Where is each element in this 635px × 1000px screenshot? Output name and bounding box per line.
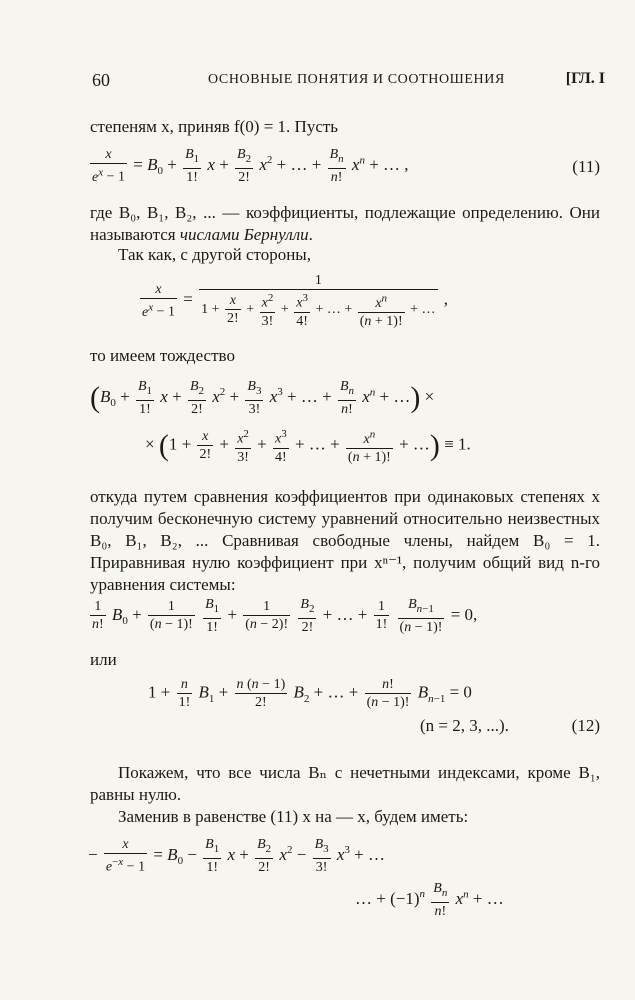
paragraph-4: то имеем тождество (90, 346, 235, 365)
paragraph-8: Заменив в равенстве (11) x на — x, будем иметь: (118, 807, 469, 826)
paragraph-5: откуда путем сравнения коэффициентов при одинаковых степенях x получим бесконечную систему уравнений относительно неизвестных B₀, B₁, B₂, ... Сравнивая свободные члены, найдем B₀ = 1. Приравнивая нулю коэффициент при xⁿ⁻¹, получим общий вид n-го уравнения системы: (90, 487, 600, 594)
equation-12-range: (n = 2, 3, ...). (420, 716, 509, 735)
paragraph-3: Так как, с другой стороны, (118, 245, 311, 264)
equation-number-12: (12) (571, 716, 600, 735)
substituted-equation-line-1: − $\frac{x}{e^{-x} - 1}$ = $B_0$ − $\frac{B_1}{1!}$ x + $\frac{B_2}{2!}$ $x^2$ − $\frac{B_3}{3!}$ $x^3$ + … (88, 837, 386, 875)
running-title: ОСНОВНЫЕ ПОНЯТИЯ И СООТНОШЕНИЯ (208, 72, 505, 87)
equation-reciprocal-series: $\frac{x}{e^x - 1}$ = 1 1 + $\frac{x}{2!}$ + $\frac{x^2}{3!}$ + $\frac{x^3}{4!}$ + … + $\frac{x^n}{(n + 1)!}$ + … , (142, 273, 449, 329)
paragraph-6: или (90, 650, 117, 669)
equation-11: $\frac{x}{e^x - 1}$ = $B_0$ + $\frac{B_1}{1!}$ x + $\frac{B_2}{2!}$ $x^2$ + … + $\frac{B_n}{n!}$ $x^n$ + … , (92, 147, 409, 185)
paragraph-7: Покажем, что все числа Bₙ с нечетными индексами, кроме B₁, равны нулю. (90, 763, 600, 804)
bernoulli-term: числами Бернулли (179, 225, 309, 244)
page-number: 60 (92, 70, 110, 90)
identity-line-1: ($B_0$ + $\frac{B_1}{1!}$ x + $\frac{B_2}{2!}$ $x^2$ + $\frac{B_3}{3!}$ $x^3$ + … + $\frac{B_n}{n!}$ $x^n$ + …) × (90, 379, 435, 417)
substituted-equation-line-2: … + $(-1)^n$ $\frac{B_n}{n!}$ $x^n$ + … (355, 881, 504, 919)
paragraph-2: где B₀, B₁, B₂, ... — коэффициенты, подлежащие определению. Они называются числами Бернулли. (90, 203, 600, 244)
chapter-label: [ГЛ. I (565, 70, 605, 87)
paragraph-1: степеням x, приняв f(0) = 1. Пусть (90, 117, 339, 136)
identity-line-2: × (1 + $\frac{x}{2!}$ + $\frac{x^2}{3!}$ + $\frac{x^3}{4!}$ + … + $\frac{x^n}{(n + 1)!}$ + …) ≡ 1. (145, 428, 471, 465)
general-equation: $\frac{1}{n!}$ $B_0$ + $\frac{1}{(n - 1)!}$ $\frac{B_1}{1!}$ + $\frac{1}{(n - 2)!}$ $\frac{B_2}{2!}$ + … + $\frac{1}{1!}$ $\frac{B_{n-1}}{(n - 1)!}$ = 0, (92, 597, 478, 635)
equation-12: 1 + $\frac{n}{1!}$ $B_1$ + $\frac{n (n - 1)}{2!}$ $B_2$ + … + $\frac{n!}{(n - 1)!}$ $B_{n-1} = 0$ (148, 677, 472, 710)
equation-number-11: (11) (572, 157, 600, 176)
running-header (92, 70, 605, 94)
